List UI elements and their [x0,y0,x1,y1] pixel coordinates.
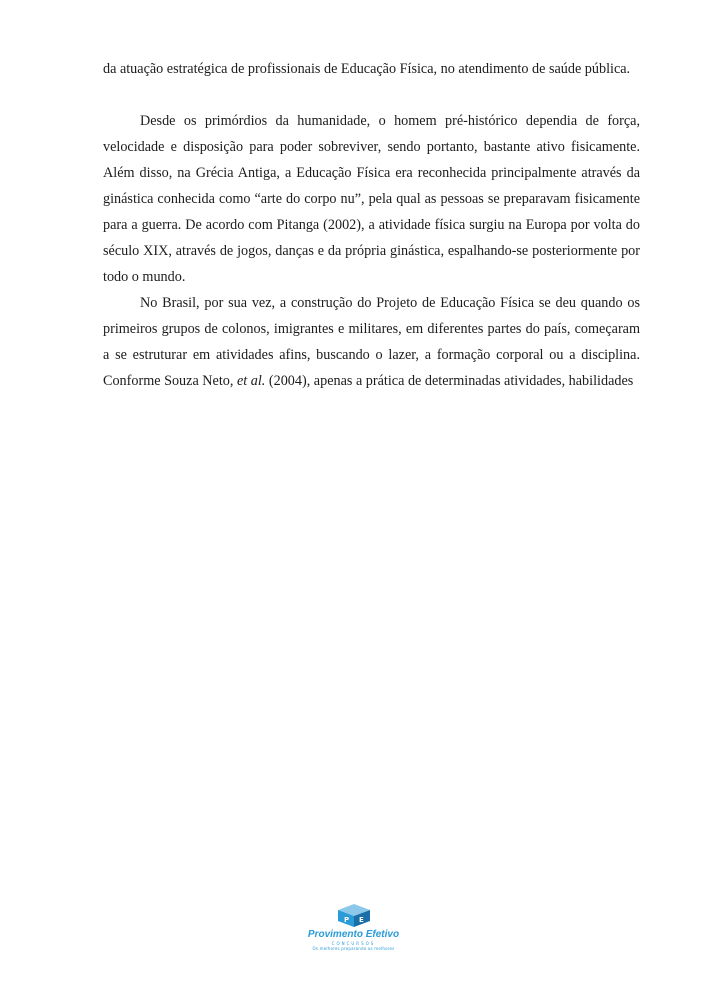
logo-tagline: Os melhores preparando os melhores [312,946,395,951]
svg-text:P: P [343,916,349,924]
paragraph-brazil-tail: (2004), apenas a prática de determinadas atividades, habilidades [265,373,634,389]
paragraph-prehistory: Desde os primórdios da humanidade, o homem pré-histórico dependia de força, velocidade e disposição para poder sobreviver, sendo portanto, bastante ativo fisicamente. Além disso, na Grécia Antiga, a Educação Física era reconhecida principalmente através da ginástica conhecida como “arte do corpo nu”, pela qual as pessoas se preparavam fisicamente para a guerra. De acordo com Pitanga (2002), a atividade física surgiu na Europa por volta do século XIX, através de jogos, danças e da própria ginástica, espalhando-se posteriormente por todo o mundo. [103,113,640,285]
logo-emblem-icon [334,902,374,928]
paragraph-continuation: da atuação estratégica de profissionais de Educação Física, no atendimento de saúde pública. [103,61,631,77]
logo-brand-name: Provimento Efetivo [307,929,400,940]
citation-et-al: et al. [236,373,266,389]
paragraph-brazil [103,290,640,394]
document-body [103,56,640,394]
paragraph-brazil-text: No Brasil, por sua vez, a construção do Projeto de Educação Física se deu quando os primeiros grupos de colonos, imigrantes e militares, em diferentes partes do país, começaram a se estruturar em atividades afins, buscando o lazer, a formação corporal ou a disciplina. Conforme Souza Neto, [103,295,640,389]
svg-text:E: E [358,916,364,924]
footer-logo [0,902,707,951]
logo-subtitle: CONCURSOS [331,941,376,946]
